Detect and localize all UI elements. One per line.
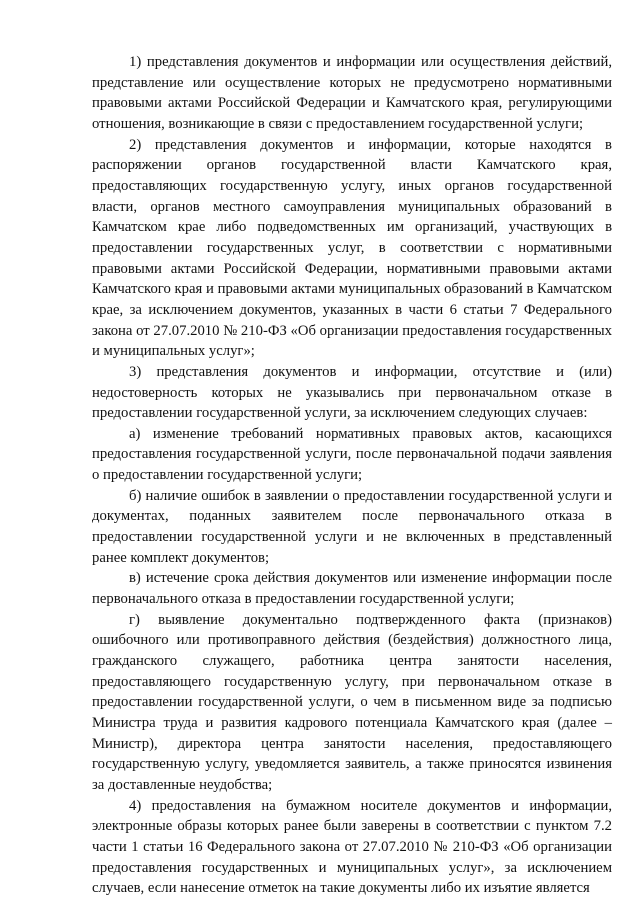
paragraph-item-2: 2) представления документов и информации, которые находятся в распоряжении органов государственной власти Камчатского края, предоставляющих государственную услугу, иных органов государственной власти, органов местного самоуправления муниципальных образований в Камчатском крае либо подведомственных им организаций, участвующих в предоставлении государственных услуг, в соответствии с нормативными правовыми актами Российской Федерации, нормативными правовыми актами Камчатского края и правовыми актами муниципальных образований в Камчатском крае, за исключением документов, указанных в части 6 статьи 7 Федерального закона от 27.07.2010 № 210-ФЗ «Об организации предоставления государственных и муниципальных услуг»; xyxy=(92,136,612,360)
paragraph-subitem-b: б) наличие ошибок в заявлении о предоставлении государственной услуги и документах, поданных заявителем после первоначального отказа в предоставлении государственной услуги и не включенных в представленный ранее комплект документов; xyxy=(92,487,612,566)
paragraph-subitem-v: в) истечение срока действия документов или изменение информации после первоначального отказа в предоставлении государственной услуги; xyxy=(92,570,612,608)
paragraph-item-1: 1) представления документов и информации или осуществления действий, представление или осуществление которых не предусмотрено нормативными правовыми актами Российской Федерации и Камчатского края, регулирующими отношения, возникающие в связи с предоставлением государственной услуги; xyxy=(92,54,612,132)
paragraph-item-4: 4) предоставления на бумажном носителе документов и информации, электронные образы которых ранее были заверены в соответствии с пунктом 7.2 части 1 статьи 16 Федерального закона от 27.07.2010 № 210-ФЗ «Об организации предоставления государственных и муниципальных услуг», за исключением случаев, если нанесение отметок на такие документы либо их изъятие является xyxy=(92,797,612,897)
paragraph-subitem-g: г) выявление документально подтвержденного факта (признаков) ошибочного или противоправного действия (бездействия) должностного лица, гражданского служащего, работника центра занятости населения, предоставляющего государственную услугу, при первоначальном отказе в предоставлении государственной услуги, о чем в письменном виде за подписью Министра труда и развития кадрового потенциала Камчатского края (далее – Министр), директора центра занятости населения, предоставляющего государственную услугу, уведомляется заявитель, а также приносятся извинения за доставленные неудобства; xyxy=(92,611,612,793)
document-page xyxy=(92,52,612,899)
paragraph-subitem-a: а) изменение требований нормативных правовых актов, касающихся предоставления государственной услуги, после первоначальной подачи заявления о предоставлении государственной услуги; xyxy=(92,425,612,484)
paragraph-item-3: 3) представления документов и информации, отсутствие и (или) недостоверность которых не указывались при первоначальном отказе в предоставлении государственной услуги, за исключением следующих случаев: xyxy=(92,363,612,422)
